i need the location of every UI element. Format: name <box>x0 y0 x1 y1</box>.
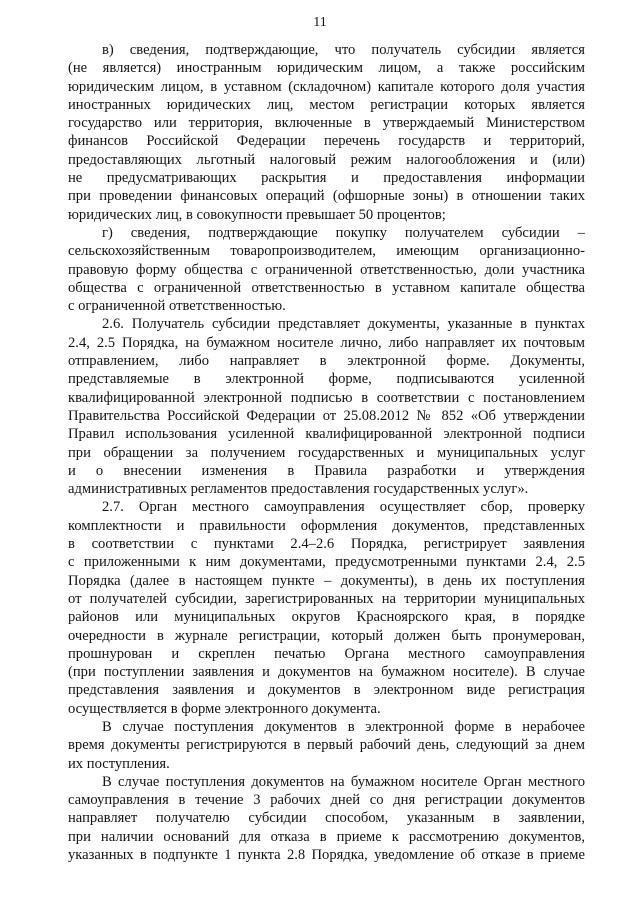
text-line: Порядка (далее в настоящем пункте – документы), в день их поступления <box>68 572 585 589</box>
text-line: очередности в журнале регистрации, который должен быть пронумерован, <box>68 627 585 644</box>
text-line: самоуправления в течение 3 рабочих дней со дня регистрации документов <box>68 792 585 809</box>
text-line: комплектности и правильности оформления документов, представленных <box>68 517 585 534</box>
text-line: при наличии оснований для отказа в приеме к рассмотрению документов, <box>68 828 585 845</box>
text-line: В случае поступления документов на бумажном носителе Орган местного <box>102 773 585 790</box>
text-line: указанных в подпункте 1 пункта 2.8 Порядка, уведомление об отказе в приеме <box>68 847 585 864</box>
text-line: в) сведения, подтверждающие, что получатель субсидии является <box>102 42 585 58</box>
text-line: общества с ограниченной ответственностью в уставном капитале общества <box>68 279 585 296</box>
text-line: в соответствии с пунктами 2.4–2.6 Порядка, регистрирует заявления <box>68 536 585 553</box>
text-line: (при поступлении заявления и документов на бумажном носителе). В случае <box>68 664 585 681</box>
text-line: при проведении финансовых операций (офшорные зоны) в отношении таких <box>68 188 585 205</box>
text-line: г) сведения, подтверждающие покупку получателем субсидии – <box>102 224 585 241</box>
text-line: государство или территория, включенные в утверждаемый Министерством <box>68 115 585 132</box>
paragraph <box>68 41 585 224</box>
document-body <box>68 41 585 864</box>
text-line: не предусматривающих раскрытия и предоставления информации <box>68 170 585 187</box>
paragraph <box>68 315 585 498</box>
text-line: 2.4, 2.5 Порядка, на бумажном носителе лично, либо направляет их почтовым <box>68 334 585 351</box>
text-line: (не является) иностранным юридическим лицом, а также российским <box>68 60 585 77</box>
text-line: представления заявления и документов в электронном виде регистрация <box>68 682 585 699</box>
text-line: при обращении за получением государственных и муниципальных услуг <box>68 444 585 461</box>
text-line: 2.7. Орган местного самоуправления осуществляет сбор, проверку <box>102 499 585 516</box>
text-line: и о внесении изменения в Правила разработки и утверждения <box>68 462 585 479</box>
text-line: Правил использования усиленной квалифицированной электронной подписи <box>68 426 585 443</box>
paragraph <box>68 773 585 864</box>
text-line: прошнурован и скреплен печатью Органа местного самоуправления <box>68 645 585 662</box>
paragraph <box>68 224 585 315</box>
text-line: правовую форму общества с ограниченной ответственностью, доли участника <box>68 261 585 278</box>
text-line: предоставляющих льготный налоговый режим налогообложения и (или) <box>68 151 585 168</box>
text-line: осуществляется в форме электронного документа. <box>68 700 381 717</box>
text-line: иностранных юридических лиц, местом регистрации которых является <box>68 96 585 113</box>
text-line: административных регламентов предоставления государственных услуг». <box>68 481 529 498</box>
text-line: направляет получателю субсидии способом, указанным в заявлении, <box>68 810 585 827</box>
text-line: районов или муниципальных округов Красноярского края, в порядке <box>68 609 585 626</box>
text-line: 2.6. Получатель субсидии представляет документы, указанные в пунктах <box>102 316 585 333</box>
text-line: от получателей субсидии, зарегистрированных на территории муниципальных <box>68 590 585 607</box>
text-line: с приложенными к ним документами, предусмотренными пунктами 2.4, 2.5 <box>68 554 585 571</box>
text-line: квалифицированной электронной подписью в соответствии с постановлением <box>68 389 585 406</box>
paragraph <box>68 498 585 718</box>
text-line: время документы регистрируются в первый рабочий день, следующий за днем <box>68 737 585 754</box>
text-line: юридических лиц, в совокупности превышает 50 процентов; <box>68 206 446 223</box>
text-line: В случае поступления документов в электронной форме в нерабочее <box>102 718 585 735</box>
paragraph <box>68 718 585 773</box>
text-line: с ограниченной ответственностью. <box>68 298 286 315</box>
text-line: финансов Российской Федерации перечень государств и территорий, <box>68 133 585 150</box>
text-line: сельскохозяйственным товаропроизводителем, имеющим организационно- <box>68 243 585 260</box>
page-number: 11 <box>313 15 327 30</box>
text-line: представляемые в электронной форме, подписываются усиленной <box>68 371 585 388</box>
text-line: отправлением, либо направляет в электронной форме. Документы, <box>68 353 585 370</box>
text-line: их поступления. <box>68 755 170 772</box>
text-line: Правительства Российской Федерации от 25.08.2012 № 852 «Об утверждении <box>68 407 585 424</box>
text-line: юридическим лицом, в уставном (складочном) капитале которого доля участия <box>68 78 585 95</box>
